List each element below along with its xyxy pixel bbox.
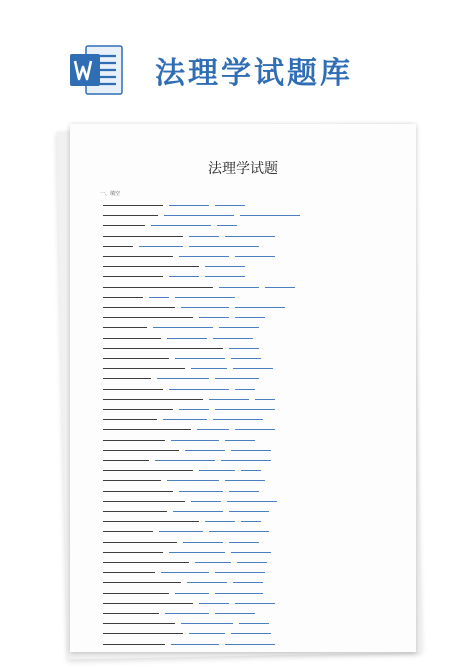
question-line — [100, 241, 262, 247]
question-line — [100, 343, 262, 349]
answer-blank — [103, 262, 199, 267]
answer-blank — [103, 211, 158, 216]
answer-blank — [103, 364, 185, 369]
answer-blank — [225, 232, 275, 237]
answer-blank — [103, 425, 191, 430]
answer-blank — [103, 272, 163, 277]
answer-blank — [103, 252, 173, 257]
answer-blank — [103, 334, 161, 339]
question-line — [100, 567, 268, 573]
question-line — [100, 231, 278, 237]
question-line — [100, 445, 274, 451]
question-line — [100, 312, 268, 318]
answer-blank — [233, 364, 273, 369]
answer-blank — [103, 374, 151, 379]
answer-blank — [213, 415, 263, 420]
answer-blank — [103, 313, 193, 318]
question-line — [100, 384, 258, 390]
section-heading: 一、填空 — [100, 191, 121, 197]
answer-blank — [189, 629, 225, 634]
answer-blank — [103, 578, 181, 583]
answer-blank — [103, 476, 161, 481]
answer-blank — [103, 221, 145, 226]
answer-blank — [233, 578, 263, 583]
question-line — [100, 588, 266, 594]
question-line — [100, 271, 248, 277]
answer-blank — [219, 283, 259, 288]
word-document-icon — [68, 42, 124, 98]
answer-blank — [199, 599, 229, 604]
answer-blank — [239, 619, 269, 624]
answer-blank — [103, 487, 173, 492]
answer-blank — [157, 374, 209, 379]
answer-blank — [205, 262, 245, 267]
question-line — [100, 414, 266, 420]
answer-blank — [179, 487, 223, 492]
answer-blank — [103, 456, 149, 461]
answer-blank — [255, 395, 275, 400]
answer-blank — [235, 252, 275, 257]
answer-blank — [185, 446, 225, 451]
answer-blank — [171, 640, 219, 645]
question-line — [100, 577, 266, 583]
answer-blank — [103, 293, 143, 298]
question-line — [100, 465, 264, 471]
question-line — [100, 639, 278, 645]
question-line — [100, 292, 238, 298]
answer-blank — [169, 385, 229, 390]
answer-blank — [103, 558, 189, 563]
answer-blank — [181, 619, 233, 624]
answer-blank — [191, 497, 221, 502]
answer-blank — [183, 538, 223, 543]
answer-blank — [231, 354, 261, 359]
answer-blank — [103, 303, 175, 308]
answer-blank — [103, 599, 193, 604]
answer-blank — [173, 507, 223, 512]
answer-blank — [149, 293, 169, 298]
answer-blank — [103, 466, 193, 471]
answer-blank — [215, 609, 255, 614]
answer-blank — [103, 548, 163, 553]
answer-blank — [215, 201, 245, 206]
answer-blank — [237, 558, 267, 563]
question-line — [100, 618, 272, 624]
answer-blank — [235, 385, 255, 390]
answer-blank — [231, 548, 271, 553]
answer-blank — [227, 497, 277, 502]
answer-blank — [155, 456, 215, 461]
answer-blank — [103, 232, 183, 237]
question-line — [100, 516, 264, 522]
question-line — [100, 435, 258, 441]
question-line — [100, 373, 262, 379]
question-line — [100, 404, 278, 410]
answer-blank — [175, 589, 209, 594]
answer-blank — [215, 568, 265, 573]
answer-blank — [241, 517, 261, 522]
answer-blank — [209, 395, 249, 400]
answer-blank — [139, 242, 183, 247]
answer-blank — [229, 487, 259, 492]
answer-blank — [153, 323, 213, 328]
answer-blank — [103, 629, 183, 634]
answer-blank — [205, 272, 245, 277]
answer-blank — [103, 497, 185, 502]
answer-blank — [103, 527, 153, 532]
answer-blank — [209, 527, 269, 532]
question-line — [100, 333, 256, 339]
question-line — [100, 526, 272, 532]
question-line — [100, 282, 298, 288]
answer-blank — [167, 334, 207, 339]
answer-blank — [265, 283, 295, 288]
document-page[interactable] — [70, 124, 416, 652]
answer-blank — [103, 609, 159, 614]
page-title: 法理学试题库 — [155, 56, 353, 91]
answer-blank — [195, 558, 231, 563]
answer-blank — [161, 568, 209, 573]
answer-blank — [225, 436, 255, 441]
answer-blank — [235, 425, 275, 430]
answer-blank — [231, 446, 271, 451]
answer-blank — [103, 395, 203, 400]
question-line — [100, 598, 278, 604]
answer-blank — [103, 619, 175, 624]
answer-blank — [103, 283, 213, 288]
answer-blank — [103, 436, 165, 441]
header — [0, 0, 474, 120]
answer-blank — [229, 538, 259, 543]
answer-blank — [169, 201, 209, 206]
answer-blank — [103, 517, 199, 522]
answer-blank — [215, 589, 263, 594]
answer-blank — [103, 385, 163, 390]
question-line — [100, 455, 274, 461]
answer-blank — [169, 272, 199, 277]
question-line — [100, 547, 274, 553]
answer-blank — [103, 446, 179, 451]
answer-blank — [151, 221, 211, 226]
answer-blank — [231, 629, 271, 634]
answer-blank — [240, 211, 300, 216]
answer-blank — [215, 374, 259, 379]
answer-blank — [225, 640, 275, 645]
question-line — [100, 220, 240, 226]
answer-blank — [179, 252, 229, 257]
question-line — [100, 363, 276, 369]
answer-blank — [235, 599, 275, 604]
answer-blank — [225, 476, 265, 481]
answer-blank — [229, 344, 259, 349]
question-line — [100, 302, 288, 308]
answer-blank — [199, 466, 235, 471]
question-line — [100, 424, 278, 430]
answer-blank — [103, 242, 133, 247]
question-line — [100, 486, 262, 492]
answer-blank — [165, 609, 209, 614]
question-line — [100, 322, 262, 328]
answer-blank — [221, 456, 271, 461]
question-line — [100, 251, 278, 257]
question-line — [100, 261, 248, 267]
answer-blank — [235, 303, 285, 308]
answer-blank — [217, 221, 237, 226]
answer-blank — [175, 293, 235, 298]
answer-blank — [171, 436, 219, 441]
answer-blank — [103, 589, 169, 594]
answer-blank — [189, 232, 219, 237]
answer-blank — [163, 415, 207, 420]
answer-blank — [169, 548, 225, 553]
question-line — [100, 628, 274, 634]
answer-blank — [175, 354, 225, 359]
answer-blank — [103, 507, 167, 512]
answer-blank — [167, 476, 219, 481]
question-line — [100, 506, 272, 512]
answer-blank — [197, 425, 229, 430]
answer-blank — [103, 640, 165, 645]
answer-blank — [241, 466, 261, 471]
question-line — [100, 496, 280, 502]
answer-blank — [103, 323, 147, 328]
answer-blank — [103, 568, 155, 573]
answer-blank — [159, 527, 203, 532]
document-title: 法理学试题 — [208, 161, 278, 177]
question-line — [100, 475, 268, 481]
question-line — [100, 557, 270, 563]
answer-blank — [215, 405, 275, 410]
answer-blank — [205, 517, 235, 522]
answer-blank — [187, 578, 227, 583]
answer-blank — [103, 405, 173, 410]
answer-blank — [179, 405, 209, 410]
answer-blank — [219, 323, 259, 328]
answer-blank — [199, 313, 229, 318]
question-line — [100, 210, 303, 216]
answer-blank — [103, 415, 157, 420]
answer-blank — [103, 344, 223, 349]
answer-blank — [229, 507, 269, 512]
question-line — [100, 353, 264, 359]
question-line — [100, 537, 262, 543]
answer-blank — [164, 211, 234, 216]
answer-blank — [103, 354, 169, 359]
question-line — [100, 394, 278, 400]
answer-blank — [189, 242, 259, 247]
answer-blank — [213, 334, 253, 339]
answer-blank — [235, 313, 265, 318]
answer-blank — [181, 303, 229, 308]
answer-blank — [103, 201, 163, 206]
answer-blank — [191, 364, 227, 369]
question-line — [100, 200, 248, 206]
question-line — [100, 608, 258, 614]
answer-blank — [103, 538, 177, 543]
